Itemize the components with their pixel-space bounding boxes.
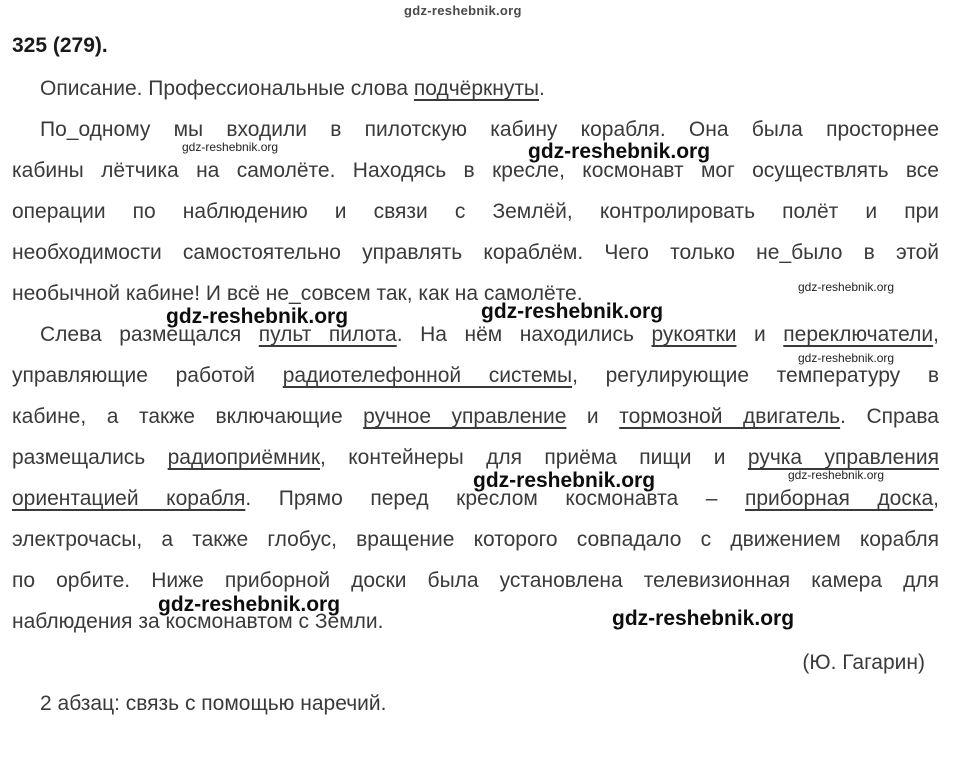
p2-l3-text-c: . Справа [840,405,939,428]
watermark: gdz-reshebnik.org [182,140,279,154]
p2-l1-text-d: , [933,323,939,346]
p2-l1-text-c: и [736,323,784,346]
p2-l5-text-b: , [933,487,940,510]
task-number: 325 (279). [12,34,108,57]
p2-l1-text-a: Слева размещался [40,323,259,346]
watermark: gdz-reshebnik.org [473,469,656,492]
watermark: gdz-reshebnik.org [612,607,795,630]
term-pribornaya-doska: приборная доска [745,487,934,510]
p2-line-6: электрочасы, а также глобус, вращение которого совпадало с движением корабля [12,528,939,551]
p2-l2-text-b: , регулирующие температуру в [572,364,939,387]
p2-l5-text-a: . Прямо перед креслом космонавта – [245,487,745,510]
conclusion: 2 абзац: связь с помощью наречий. [40,692,387,715]
watermark: gdz-reshebnik.org [528,140,711,163]
p1-line-5: необычной кабине! И всё не_совсем так, как на самолёте. [12,282,583,305]
intro-suffix: . [539,77,545,100]
watermark: gdz-reshebnik.org [798,351,895,365]
p2-l2-text-a: управляющие работой [12,364,283,387]
p2-l4-text-a: размещались [12,446,168,469]
term-pult-pilota: пульт пилота [258,323,397,346]
p1-line-3: операции по наблюдению и связи с Землёй, контролировать полёт и при [12,200,939,223]
watermark: gdz-reshebnik.org [158,593,341,616]
term-ruchnoe-upravlenie: ручное управление [363,405,567,428]
term-ruchka-upravleniya: ручка управления [747,446,939,469]
p2-l3-text-a: кабине, а также включающие [12,405,364,428]
attribution: (Ю. Гагарин) [802,651,925,674]
watermark: gdz-reshebnik.org [788,468,885,482]
watermark: gdz-reshebnik.org [166,305,349,328]
p2-l1-text-b: . На нём находились [396,323,652,346]
term-pereklyuchateli: переключатели [783,323,934,346]
term-rukoyatki: рукоятки [651,323,737,346]
term-tormoznoy-dvigatel: тормозной двигатель [619,405,841,428]
p2-l4-text-b: , контейнеры для приёма пищи и [320,446,748,469]
p2-l3-text-b: и [566,405,620,428]
intro-line [40,76,939,102]
term-orientatsiey-korablya: ориентацией корабля [12,487,246,510]
p2-line-8: наблюдения за космонавтом с Земли. [12,610,384,633]
p1-line-1: По_одному мы входили в пилотскую кабину корабля. Она была просторнее [40,118,939,141]
intro-underlined: подчёркнуты [413,77,540,100]
p2-line-2 [12,363,939,389]
p1-line-2: кабины лётчика на самолёте. Находясь в кресле, космонавт мог осуществлять все [12,159,939,182]
term-radiotelefonnaya-sistema: радиотелефонной системы [282,364,573,387]
p2-line-3 [12,404,939,430]
intro-prefix: Описание. Профессиональные слова [40,77,414,100]
watermark-top: gdz-reshebnik.org [404,3,522,18]
p2-line-7: по орбите. Ниже приборной доски была установлена телевизионная камера для [12,569,939,592]
term-radiopriemnik: радиоприёмник [167,446,321,469]
p1-line-4: необходимости самостоятельно управлять кораблём. Чего только не_было в этой [12,241,939,264]
watermark: gdz-reshebnik.org [481,300,664,323]
watermark: gdz-reshebnik.org [798,280,895,294]
